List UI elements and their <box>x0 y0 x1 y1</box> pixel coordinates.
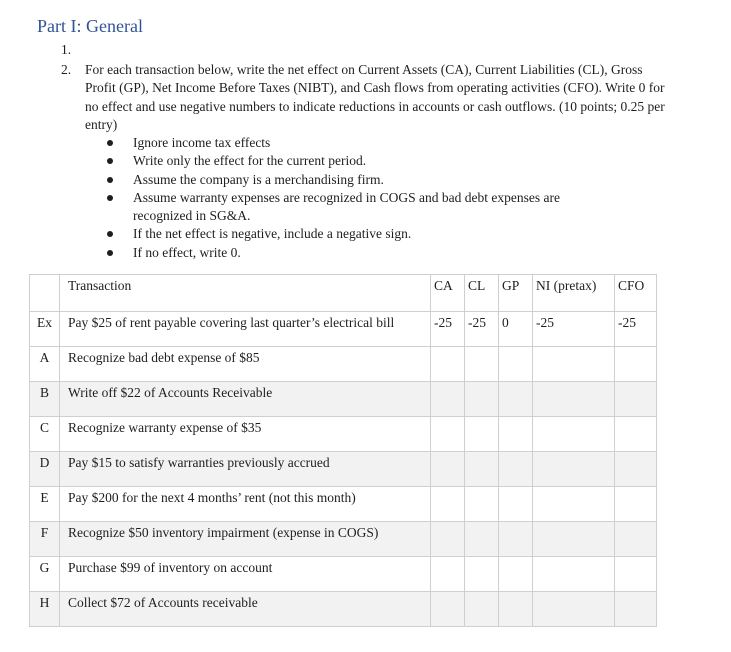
cell-cl[interactable] <box>465 557 499 592</box>
question-text: For each transaction below, write the net effect on Current Assets (CA), Current Liabilities (CL), Gross Profit (GP), Net Income Before Taxes (NIBT), and Cash flows from operating activities (CFO). Write 0 for no effect and use negative numbers to indicate reductions in accounts or cash outflows. (10 points; 0.25 per entry) <box>85 62 665 132</box>
cell-ni[interactable] <box>533 417 615 452</box>
cell-cl[interactable] <box>465 452 499 487</box>
bullet-icon <box>107 231 113 237</box>
cell-cl[interactable] <box>465 417 499 452</box>
cell-gp[interactable] <box>499 487 533 522</box>
cell-gp[interactable] <box>499 452 533 487</box>
cell-gp[interactable] <box>499 522 533 557</box>
row-transaction: Recognize warranty expense of $35 <box>60 417 431 452</box>
bullet-text: Write only the effect for the current period. <box>133 153 367 169</box>
cell-ni[interactable]: -25 <box>533 312 615 347</box>
row-transaction: Recognize bad debt expense of $85 <box>60 347 431 382</box>
bullet-item <box>105 244 605 262</box>
cell-gp[interactable] <box>499 382 533 417</box>
cell-cfo[interactable] <box>615 347 657 382</box>
cell-cl[interactable] <box>465 592 499 627</box>
cell-cl[interactable]: -25 <box>465 312 499 347</box>
bullet-icon <box>107 140 113 146</box>
header-transaction: Transaction <box>60 275 431 312</box>
cell-ca[interactable] <box>431 592 465 627</box>
cell-cl[interactable] <box>465 347 499 382</box>
cell-gp[interactable] <box>499 592 533 627</box>
bullet-icon <box>107 250 113 256</box>
header-ni: NI (pretax) <box>533 275 615 312</box>
cell-cl[interactable] <box>465 382 499 417</box>
row-transaction: Recognize $50 inventory impairment (expense in COGS) <box>60 522 431 557</box>
bullet-text: Assume the company is a merchandising firm. <box>133 171 384 187</box>
bullet-icon <box>107 177 113 183</box>
bullet-item <box>105 225 605 243</box>
cell-cl[interactable] <box>465 487 499 522</box>
cell-ni[interactable] <box>533 382 615 417</box>
cell-cfo[interactable] <box>615 452 657 487</box>
cell-cfo[interactable] <box>615 592 657 627</box>
row-transaction: Pay $200 for the next 4 months’ rent (not this month) <box>60 487 431 522</box>
table-row <box>30 592 657 627</box>
table-row <box>30 347 657 382</box>
cell-gp[interactable] <box>499 557 533 592</box>
cell-ni[interactable] <box>533 487 615 522</box>
cell-gp[interactable]: 0 <box>499 312 533 347</box>
instructions-list <box>105 134 605 262</box>
cell-ni[interactable] <box>533 592 615 627</box>
cell-gp[interactable] <box>499 417 533 452</box>
cell-ca[interactable] <box>431 452 465 487</box>
row-transaction: Collect $72 of Accounts receivable <box>60 592 431 627</box>
bullet-text: Ignore income tax effects <box>133 135 271 150</box>
cell-ni[interactable] <box>533 347 615 382</box>
bullet-item <box>105 189 605 226</box>
row-letter: B <box>30 382 60 417</box>
list-number-1: 1. <box>61 42 72 57</box>
table-row <box>30 417 657 452</box>
table-row <box>30 487 657 522</box>
header-cfo: CFO <box>615 275 657 312</box>
row-letter: G <box>30 557 60 592</box>
row-letter: D <box>30 452 60 487</box>
cell-ni[interactable] <box>533 557 615 592</box>
bullet-text: If no effect, write 0. <box>133 244 241 260</box>
table-row <box>30 452 657 487</box>
cell-ca[interactable] <box>431 417 465 452</box>
row-transaction: Write off $22 of Accounts Receivable <box>60 382 431 417</box>
header-letter <box>30 275 60 312</box>
cell-ca[interactable] <box>431 347 465 382</box>
table-row <box>30 522 657 557</box>
row-letter: A <box>30 347 60 382</box>
row-letter: C <box>30 417 60 452</box>
row-letter: H <box>30 592 60 627</box>
header-cl: CL <box>465 275 499 312</box>
row-letter: Ex <box>30 312 60 347</box>
list-number-2: 2. <box>61 62 72 77</box>
cell-ca[interactable] <box>431 382 465 417</box>
bullet-item <box>105 152 605 170</box>
bullet-item <box>105 171 605 189</box>
bullet-text: If the net effect is negative, include a negative sign. <box>133 226 412 242</box>
bullet-item <box>105 134 605 152</box>
cell-ca[interactable] <box>431 557 465 592</box>
table-row <box>30 557 657 592</box>
row-letter: E <box>30 487 60 522</box>
cell-cfo[interactable] <box>615 522 657 557</box>
transactions-table <box>29 274 657 627</box>
cell-ni[interactable] <box>533 452 615 487</box>
table-row <box>30 382 657 417</box>
cell-gp[interactable] <box>499 347 533 382</box>
cell-cl[interactable] <box>465 522 499 557</box>
cell-cfo[interactable] <box>615 487 657 522</box>
bullet-icon <box>107 195 113 201</box>
table-header-row <box>30 275 657 312</box>
row-transaction: Pay $25 of rent payable covering last quarter’s electrical bill <box>60 312 431 347</box>
row-letter: F <box>30 522 60 557</box>
section-heading: Part I: General <box>37 16 143 36</box>
header-gp: GP <box>499 275 533 312</box>
table-row-example <box>30 312 657 347</box>
bullet-icon <box>107 158 113 164</box>
cell-ca[interactable]: -25 <box>431 312 465 347</box>
cell-cfo[interactable] <box>615 382 657 417</box>
cell-ca[interactable] <box>431 522 465 557</box>
row-transaction: Purchase $99 of inventory on account <box>60 557 431 592</box>
cell-cfo[interactable]: -25 <box>615 312 657 347</box>
header-ca: CA <box>431 275 465 312</box>
cell-cfo[interactable] <box>615 557 657 592</box>
bullet-text: Assume warranty expenses are recognized in COGS and bad debt expenses are recognized in SG&A. <box>133 189 560 224</box>
row-transaction: Pay $15 to satisfy warranties previously accrued <box>60 452 431 487</box>
cell-ni[interactable] <box>533 522 615 557</box>
cell-cfo[interactable] <box>615 417 657 452</box>
cell-ca[interactable] <box>431 487 465 522</box>
